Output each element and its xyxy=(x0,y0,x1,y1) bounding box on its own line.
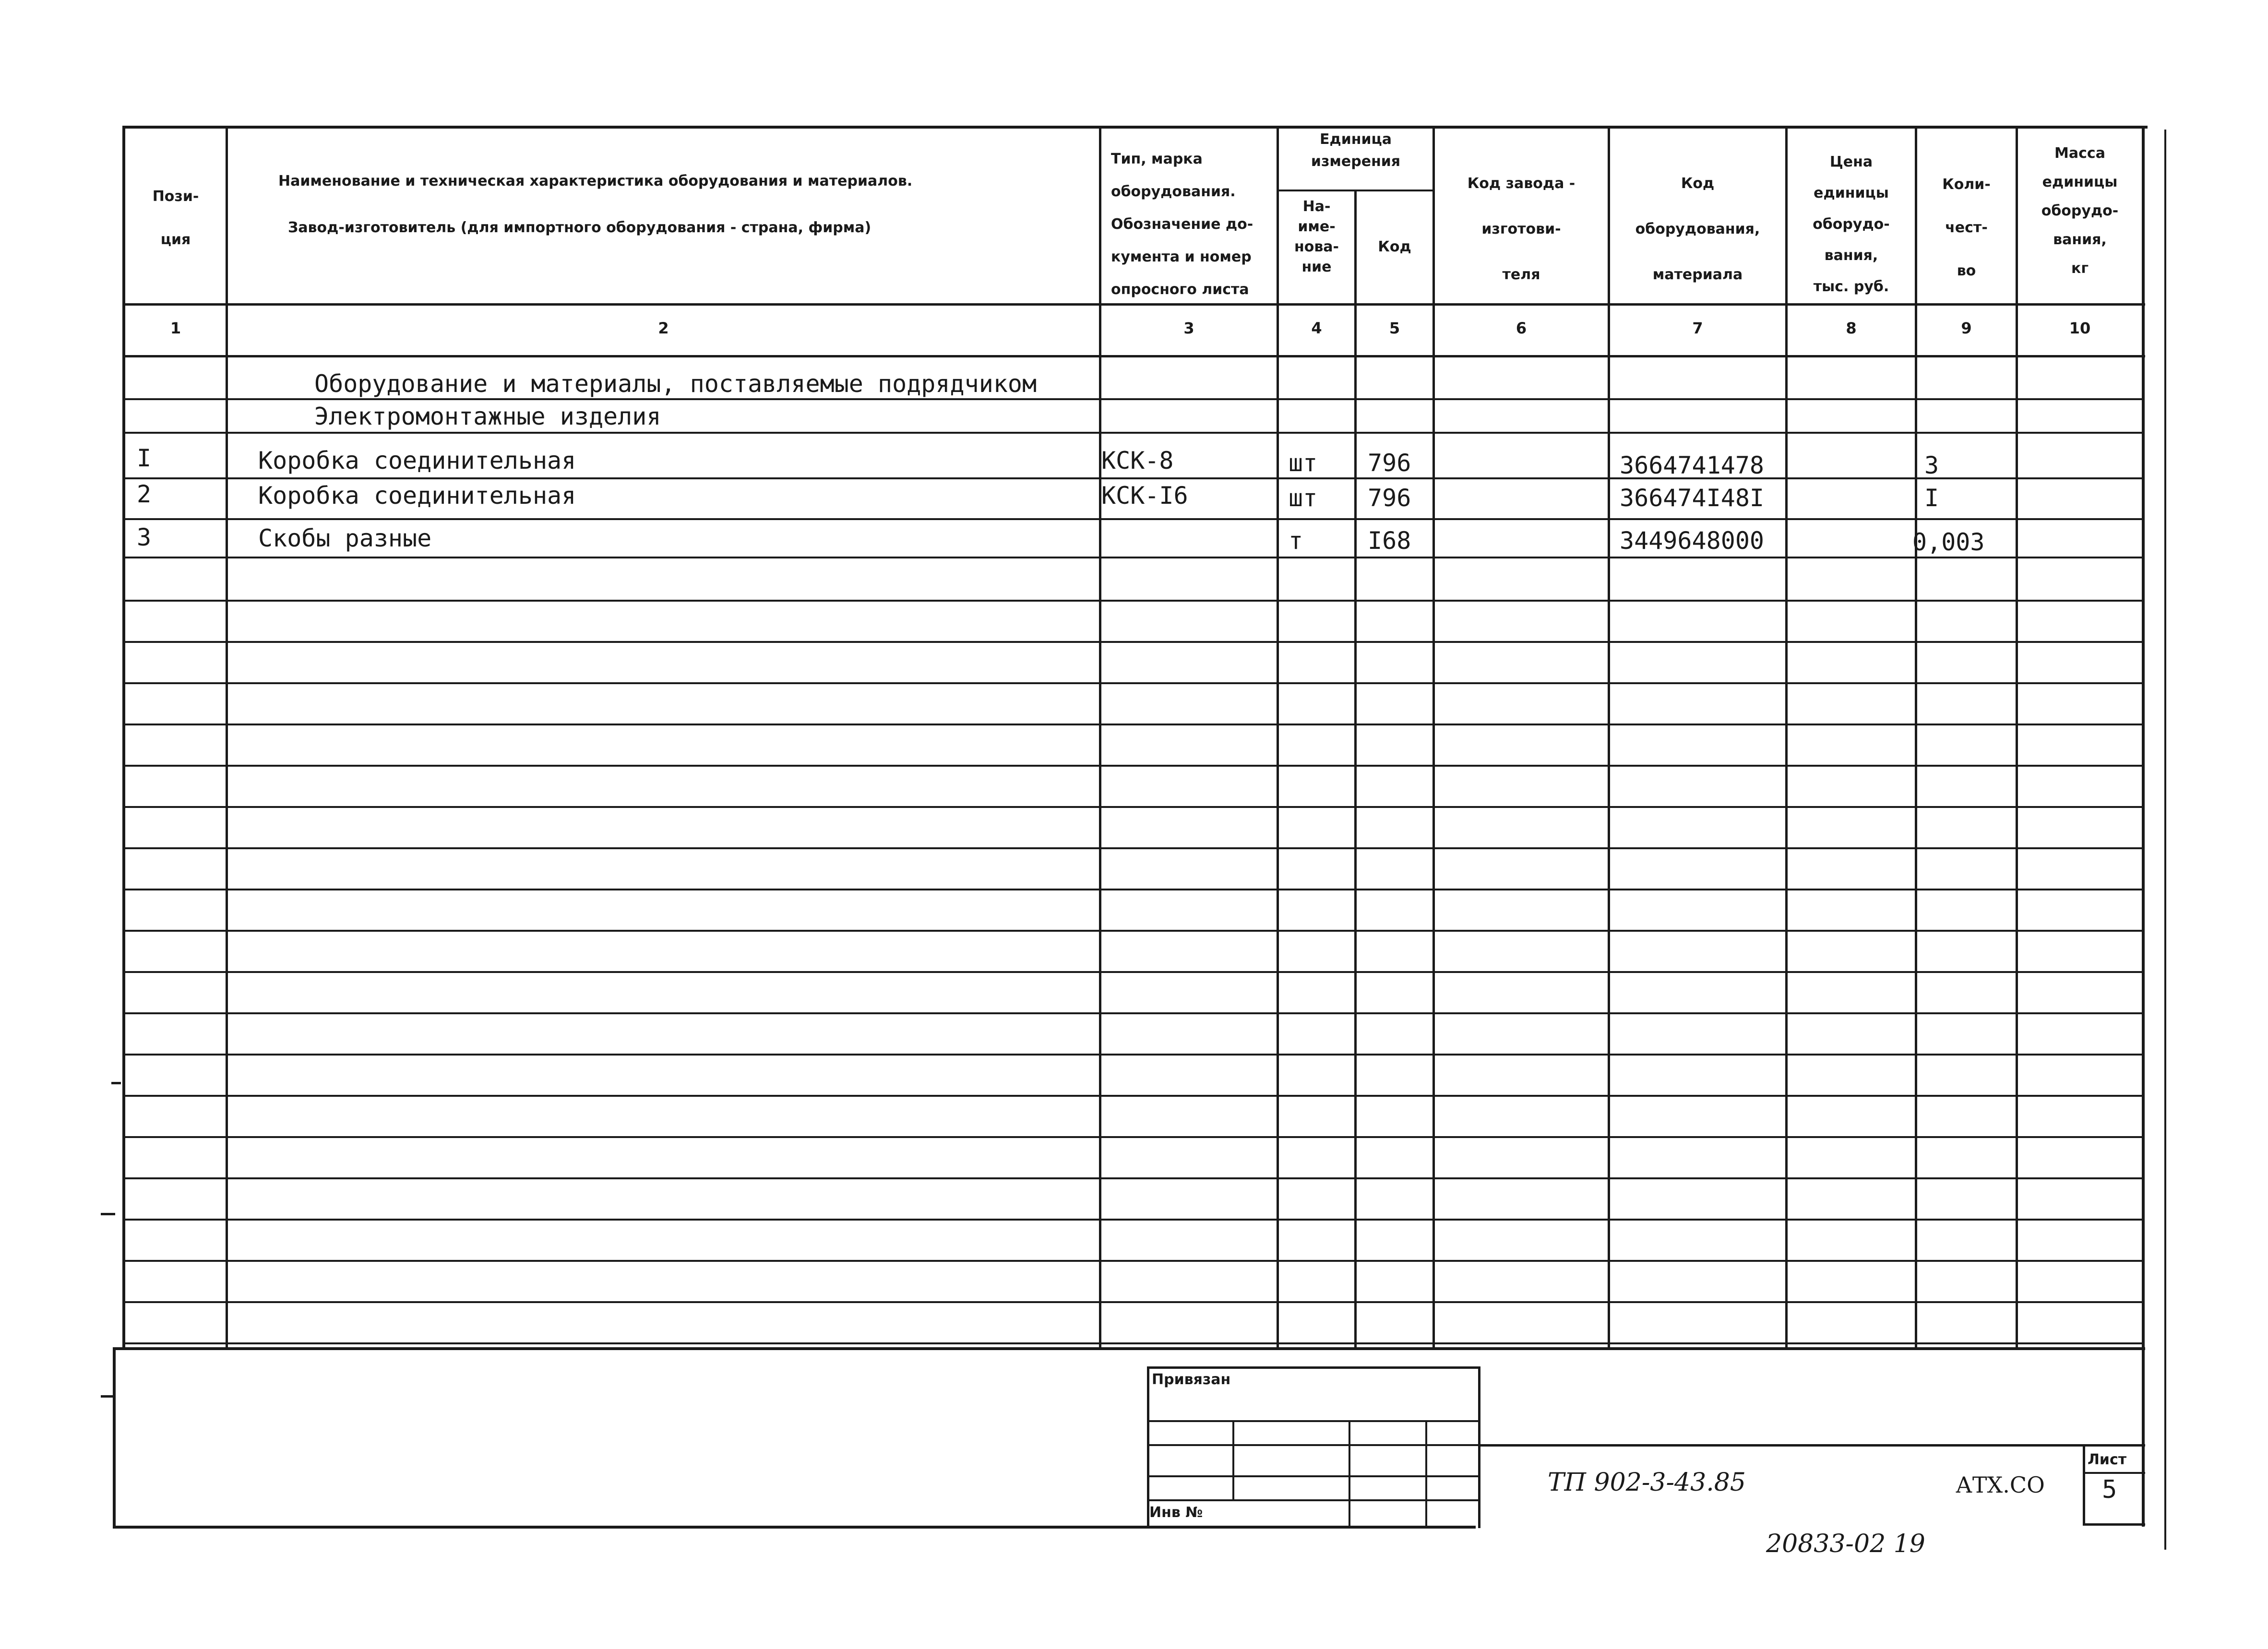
tb-grid-v1 xyxy=(1232,1420,1234,1499)
section-heading-supplied-by-contractor: Оборудование и материалы, поставляемые подрядчиком xyxy=(314,369,1037,400)
table-row-line xyxy=(122,1054,2144,1056)
row1-type: КСК-8 xyxy=(1101,447,1174,475)
row2-unit: шт xyxy=(1289,484,1318,512)
tb-sheet-mid xyxy=(2083,1472,2145,1474)
table-row-line xyxy=(122,930,2144,932)
colnum-1: 1 xyxy=(170,319,181,337)
frame-left-lower xyxy=(113,1347,116,1529)
header-unit-code: Код xyxy=(1378,238,1411,255)
table-row-line xyxy=(122,1342,2144,1344)
colnum-9: 9 xyxy=(1961,319,1972,337)
margin-tick-3 xyxy=(111,1082,121,1084)
table-row-line xyxy=(122,806,2144,808)
colnum-6: 6 xyxy=(1516,319,1527,337)
frame-right xyxy=(2142,126,2145,1527)
colnum-5: 5 xyxy=(1389,319,1400,337)
colnum-7: 7 xyxy=(1692,319,1703,337)
table-row-line xyxy=(122,1136,2144,1138)
row3-quantity: 0,003 xyxy=(1912,528,1985,556)
frame-bottom xyxy=(113,1526,1476,1529)
header-name-characteristic: Наименование и техническая характеристика оборудования и материалов. xyxy=(278,173,913,190)
vline-1 xyxy=(226,126,228,1349)
table-row-line xyxy=(122,1095,2144,1097)
tb-grid-h2 xyxy=(1147,1444,1480,1446)
tb-grid-v2 xyxy=(1349,1420,1350,1528)
table-row-line xyxy=(122,682,2144,684)
colnum-bottom xyxy=(122,355,2145,357)
table-row-line xyxy=(122,477,2144,479)
table-row-line xyxy=(122,641,2144,643)
archive-stamp: 20833-02 19 xyxy=(1766,1530,1925,1558)
header-mass: Масса единицы оборудо- вания, кг xyxy=(2041,145,2119,277)
table-row-line xyxy=(122,1301,2144,1303)
section-heading-electrical-products: Электромонтажные изделия xyxy=(314,403,661,430)
table-row-line xyxy=(122,432,2144,434)
frame-left xyxy=(122,126,125,1349)
row3-equipment-code: 3449648000 xyxy=(1620,527,1765,555)
vline-2 xyxy=(1099,126,1101,1349)
row2-name: Коробка соединительная xyxy=(258,482,576,510)
row3-unit-code: I68 xyxy=(1368,527,1411,555)
inventory-number-label: Инв № xyxy=(1149,1504,1203,1521)
row1-quantity: 3 xyxy=(1924,451,1939,479)
header-type-mark: Тип, марка оборудования. Обозначение до- кумента и номер опросного листа xyxy=(1111,151,1253,298)
document-suffix: АТХ.СО xyxy=(1956,1472,2045,1498)
table-row-line xyxy=(122,600,2144,602)
vline-7 xyxy=(1785,126,1788,1349)
vline-5 xyxy=(1432,126,1435,1349)
table-row-line xyxy=(122,1177,2144,1179)
table-row-line xyxy=(122,765,2144,767)
privyazan-label: Привязан xyxy=(1152,1371,1231,1388)
table-row-line xyxy=(122,889,2144,890)
colnum-8: 8 xyxy=(1846,319,1857,337)
tb-box-right xyxy=(1478,1366,1480,1528)
row3-position: 3 xyxy=(137,523,152,551)
margin-tick-2 xyxy=(101,1395,115,1398)
vline-9 xyxy=(2016,126,2018,1349)
tb-doc-top xyxy=(1478,1444,2145,1447)
header-unit-measure: Единица измерения xyxy=(1311,131,1401,170)
header-position: Пози- ция xyxy=(152,188,199,248)
tb-grid-h4 xyxy=(1147,1499,1480,1501)
table-row-line xyxy=(122,1219,2144,1221)
tb-grid-h1 xyxy=(1147,1420,1480,1422)
document-code: ТП 902-3-43.85 xyxy=(1548,1468,1746,1497)
header-price: Цена единицы оборудо- вания, тыс. руб. xyxy=(1813,154,1890,295)
tb-sheet-left xyxy=(2083,1444,2085,1526)
row3-unit: т xyxy=(1289,527,1303,555)
row1-name: Коробка соединительная xyxy=(258,447,576,475)
table-row-line xyxy=(122,557,2144,558)
table-row-line xyxy=(122,724,2144,725)
header-equipment-code: Код оборудования, материала xyxy=(1635,175,1760,283)
table-row-line xyxy=(122,1260,2144,1262)
table-row-line xyxy=(122,518,2144,520)
frame-right-outer xyxy=(2164,130,2166,1550)
sheet-label: Лист xyxy=(2088,1451,2127,1468)
header-manufacturer: Завод-изготовитель (для импортного оборудования - страна, фирма) xyxy=(288,219,871,236)
row1-equipment-code: 3664741478 xyxy=(1620,451,1765,479)
vline-3 xyxy=(1277,126,1279,1349)
colnum-2: 2 xyxy=(658,319,669,337)
table-row-line xyxy=(122,847,2144,849)
vline-8 xyxy=(1915,126,1917,1349)
sheet-number: 5 xyxy=(2102,1475,2117,1504)
header-factory-code: Код завода - изготови- теля xyxy=(1467,175,1576,283)
header-quantity: Коли- чест- во xyxy=(1942,176,1991,279)
margin-tick-1 xyxy=(101,1213,115,1215)
tb-sheet-bottom xyxy=(2083,1523,2145,1526)
tb-grid-h3 xyxy=(1147,1475,1480,1477)
vline-6 xyxy=(1608,126,1610,1349)
table-bottom xyxy=(113,1347,2145,1350)
header-unit-name: На- име- нова- ние xyxy=(1294,198,1339,275)
frame-top xyxy=(122,126,2148,129)
row2-quantity: I xyxy=(1924,484,1939,512)
row2-type: КСК-I6 xyxy=(1101,482,1188,510)
tb-grid-v3 xyxy=(1425,1420,1427,1528)
vline-4 xyxy=(1354,190,1357,1349)
row1-position: I xyxy=(137,444,152,472)
tb-box-top xyxy=(1147,1366,1480,1369)
row2-unit-code: 796 xyxy=(1368,484,1411,512)
row1-unit-code: 796 xyxy=(1368,449,1411,477)
row3-name: Скобы разные xyxy=(258,524,432,552)
colnum-10: 10 xyxy=(2069,319,2091,337)
row1-unit: шт xyxy=(1289,449,1318,477)
table-row-line xyxy=(122,971,2144,973)
table-row-line xyxy=(122,1012,2144,1014)
colnum-4: 4 xyxy=(1311,319,1322,337)
row2-position: 2 xyxy=(137,480,152,508)
row2-equipment-code: 366474I48I xyxy=(1620,484,1765,512)
colnum-3: 3 xyxy=(1183,319,1194,337)
